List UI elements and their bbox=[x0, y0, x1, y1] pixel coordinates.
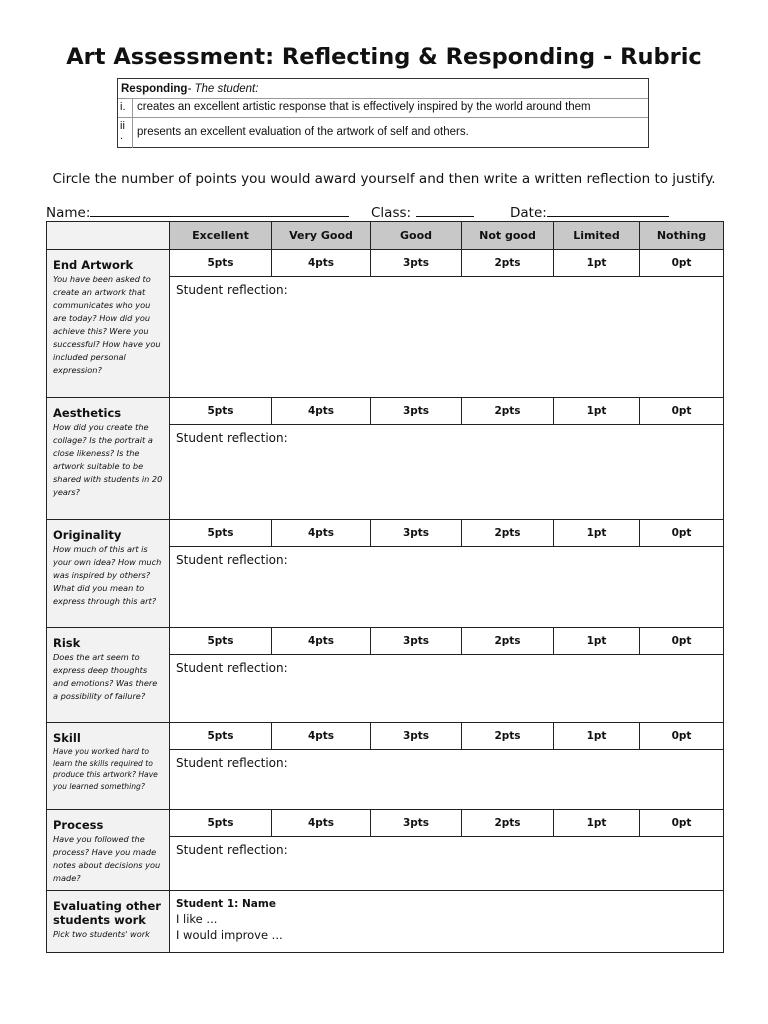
points-option[interactable]: 0pt bbox=[640, 810, 724, 837]
level-header: Excellent bbox=[170, 222, 272, 250]
date-field[interactable] bbox=[510, 202, 669, 221]
like-prompt: I like ... bbox=[176, 912, 218, 926]
responding-subtitle: - The student: bbox=[187, 83, 259, 95]
points-row bbox=[47, 810, 724, 837]
points-option[interactable]: 4pts bbox=[272, 810, 371, 837]
points-option[interactable]: 4pts bbox=[272, 520, 371, 547]
item-number: ii . bbox=[120, 120, 125, 142]
points-option[interactable]: 0pt bbox=[640, 520, 724, 547]
date-blank[interactable] bbox=[547, 202, 669, 217]
points-option[interactable]: 3pts bbox=[371, 250, 462, 277]
points-option[interactable]: 5pts bbox=[170, 810, 272, 837]
points-row bbox=[47, 520, 724, 547]
points-row bbox=[47, 628, 724, 655]
item-text: creates an excellent artistic response that is effectively inspired by the world around them bbox=[137, 101, 591, 113]
responding-label: Responding bbox=[121, 83, 188, 95]
category-description: How much of this art is your own idea? How much was inspired by others? What did you mean to express through this art? bbox=[53, 544, 162, 606]
divider bbox=[132, 118, 133, 148]
responding-item bbox=[118, 98, 648, 118]
points-option[interactable]: 5pts bbox=[170, 250, 272, 277]
category-description: Pick two students' work bbox=[53, 929, 150, 939]
responding-header bbox=[121, 81, 258, 98]
points-option[interactable]: 1pt bbox=[554, 810, 640, 837]
date-label: Date: bbox=[510, 205, 547, 221]
category-description: Have you followed the process? Have you made notes about decisions you made? bbox=[53, 834, 161, 883]
instruction-text: Circle the number of points you would award yourself and then write a written reflection to justify. bbox=[52, 171, 716, 187]
points-option[interactable]: 2pts bbox=[462, 398, 554, 425]
category-description: How did you create the collage? Is the portrait a close likeness? Is the artwork suitable to be shared with students in 20 years? bbox=[53, 422, 163, 497]
points-option[interactable]: 1pt bbox=[554, 723, 640, 750]
category-title: Aesthetics bbox=[53, 406, 122, 420]
points-option[interactable]: 0pt bbox=[640, 398, 724, 425]
points-row bbox=[47, 250, 724, 277]
level-header: Nothing bbox=[640, 222, 724, 250]
points-option[interactable]: 1pt bbox=[554, 520, 640, 547]
points-option[interactable]: 0pt bbox=[640, 250, 724, 277]
rubric-table bbox=[46, 221, 724, 953]
class-label: Class: bbox=[371, 205, 412, 221]
category-cell bbox=[47, 810, 170, 891]
points-option[interactable]: 4pts bbox=[272, 723, 371, 750]
name-blank[interactable] bbox=[90, 202, 349, 217]
points-option[interactable]: 2pts bbox=[462, 250, 554, 277]
responding-item bbox=[118, 117, 648, 148]
reflection-field[interactable]: Student reflection: bbox=[170, 547, 724, 628]
points-option[interactable]: 4pts bbox=[272, 628, 371, 655]
item-number: i. bbox=[120, 101, 126, 113]
category-cell bbox=[47, 398, 170, 520]
points-option[interactable]: 2pts bbox=[462, 723, 554, 750]
points-option[interactable]: 5pts bbox=[170, 628, 272, 655]
category-title: Skill bbox=[53, 731, 81, 745]
points-option[interactable]: 2pts bbox=[462, 628, 554, 655]
points-option[interactable]: 3pts bbox=[371, 628, 462, 655]
category-title: End Artwork bbox=[53, 258, 134, 272]
level-header: Limited bbox=[554, 222, 640, 250]
page-title: Art Assessment: Reflecting & Responding - Rubric bbox=[66, 44, 702, 70]
category-cell bbox=[47, 628, 170, 723]
points-row bbox=[47, 398, 724, 425]
reflection-field[interactable]: Student reflection: bbox=[170, 837, 724, 891]
points-option[interactable]: 0pt bbox=[640, 723, 724, 750]
name-field[interactable] bbox=[46, 202, 349, 221]
category-title: Process bbox=[53, 818, 104, 832]
responding-box bbox=[117, 78, 649, 148]
points-option[interactable]: 0pt bbox=[640, 628, 724, 655]
points-option[interactable]: 3pts bbox=[371, 520, 462, 547]
points-row bbox=[47, 723, 724, 750]
points-option[interactable]: 2pts bbox=[462, 520, 554, 547]
student-name-label: Student 1: Name bbox=[176, 898, 276, 910]
category-cell bbox=[47, 250, 170, 398]
reflection-field[interactable]: Student reflection: bbox=[170, 277, 724, 398]
evaluation-field[interactable] bbox=[170, 891, 724, 953]
category-cell bbox=[47, 723, 170, 810]
category-description: You have been asked to create an artwork that communicates who you are today? How did you achieve this? Were you successful? How have you included personal expression? bbox=[53, 274, 161, 375]
points-option[interactable]: 1pt bbox=[554, 398, 640, 425]
reflection-field[interactable]: Student reflection: bbox=[170, 655, 724, 723]
points-option[interactable]: 4pts bbox=[272, 250, 371, 277]
category-cell bbox=[47, 520, 170, 628]
points-option[interactable]: 5pts bbox=[170, 723, 272, 750]
category-cell bbox=[47, 891, 170, 953]
category-description: Have you worked hard to learn the skills required to produce this artwork? Have you learned something? bbox=[53, 747, 158, 791]
points-option[interactable]: 3pts bbox=[371, 398, 462, 425]
divider bbox=[132, 99, 133, 118]
name-label: Name: bbox=[46, 205, 91, 221]
points-option[interactable]: 5pts bbox=[170, 520, 272, 547]
level-header: Very Good bbox=[272, 222, 371, 250]
level-header: Not good bbox=[462, 222, 554, 250]
improve-prompt: I would improve ... bbox=[176, 928, 283, 942]
category-title: Originality bbox=[53, 528, 122, 542]
class-field[interactable] bbox=[371, 202, 474, 221]
points-option[interactable]: 3pts bbox=[371, 810, 462, 837]
evaluating-row bbox=[47, 891, 724, 953]
points-option[interactable]: 4pts bbox=[272, 398, 371, 425]
class-blank[interactable] bbox=[416, 202, 474, 217]
points-option[interactable]: 1pt bbox=[554, 250, 640, 277]
reflection-field[interactable]: Student reflection: bbox=[170, 750, 724, 810]
level-header: Good bbox=[371, 222, 462, 250]
points-option[interactable]: 3pts bbox=[371, 723, 462, 750]
reflection-field[interactable]: Student reflection: bbox=[170, 425, 724, 520]
category-title: Evaluating other students work bbox=[53, 899, 161, 927]
points-option[interactable]: 2pts bbox=[462, 810, 554, 837]
item-text: presents an excellent evaluation of the artwork of self and others. bbox=[137, 126, 469, 138]
category-description: Does the art seem to express deep thoughts and emotions? Was there a possibility of failure? bbox=[53, 652, 158, 701]
points-option[interactable]: 5pts bbox=[170, 398, 272, 425]
levels-header-row bbox=[47, 222, 724, 250]
points-option[interactable]: 1pt bbox=[554, 628, 640, 655]
category-title: Risk bbox=[53, 636, 81, 650]
header-blank-cell bbox=[47, 222, 170, 250]
